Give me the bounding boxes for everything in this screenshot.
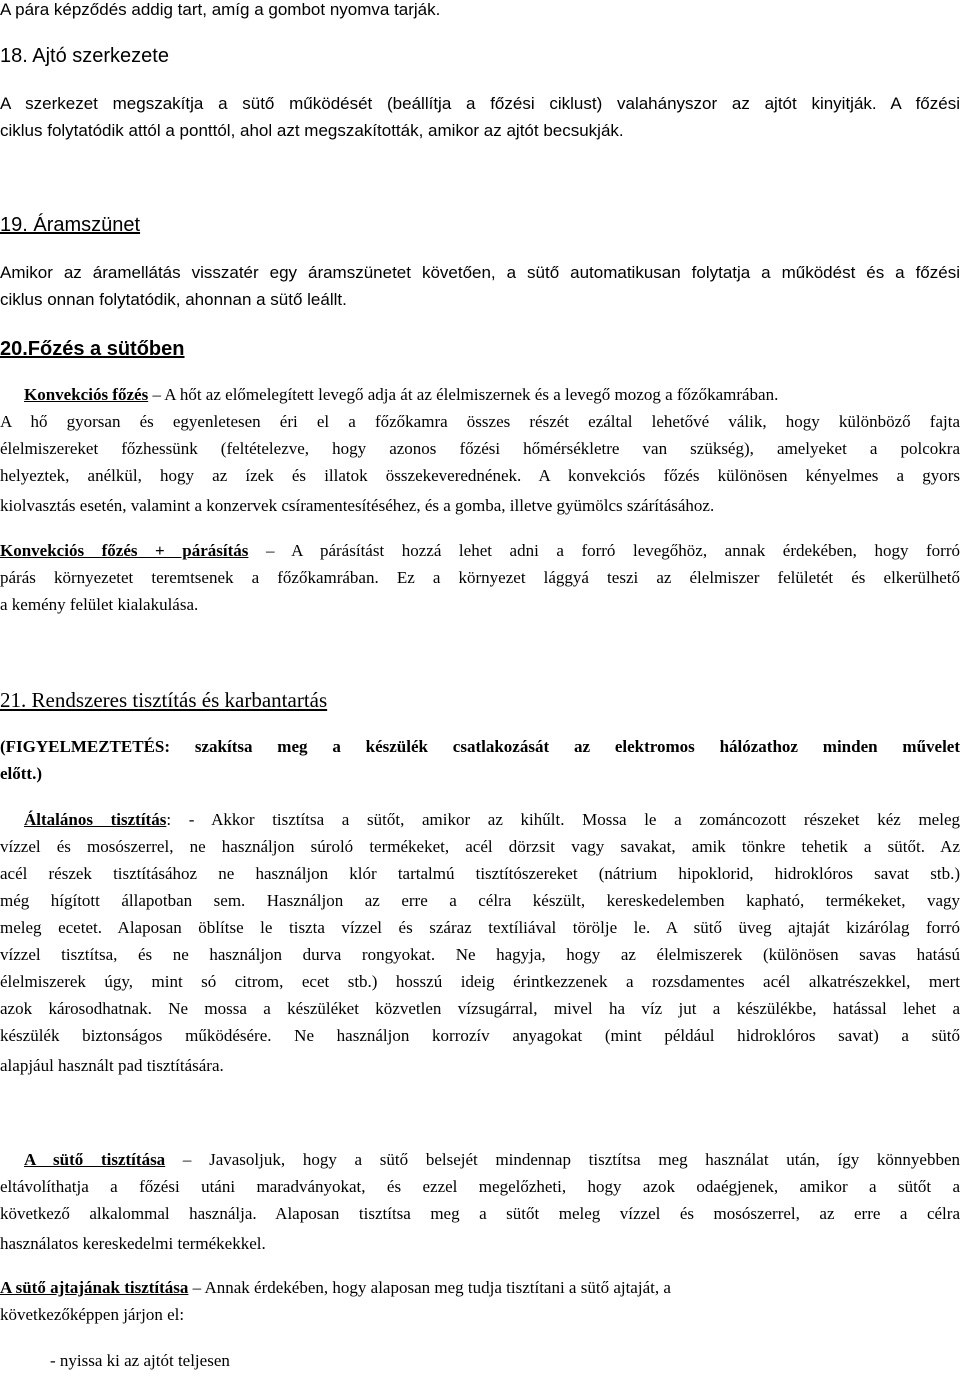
convection-line-4: helyeztek, anélkül, hogy az ízek és illatok összekeverednének. A konvekciós főzés különösen kényelmes a gyors	[0, 466, 960, 485]
general-cleaning-line-6: vízzel tisztítsa, és ne használjon durva rongyokat. Ne hagyja, hogy az élelmiszerek (különösen savas hatású	[0, 945, 960, 964]
general-cleaning-line-1: Általános tisztítás: - Akkor tisztítsa a sütőt, amikor az kihűlt. Mossa le a zománcozott részeket kéz meleg	[24, 810, 960, 829]
general-cleaning-line-5: meleg ecetet. Alaposan öblítse le tiszta vízzel és száraz textíliával törölje le. A sütő üveg ajtaját kizárólag forró	[0, 918, 960, 937]
oven-cleaning-term: A sütő tisztítása	[24, 1150, 166, 1169]
humid-term: Konvekciós főzés + párásítás	[0, 541, 249, 560]
convection-paragraph-line-1: Konvekciós főzés – A hőt az előmelegített levegő adja át az élelmiszernek és a levegő mozog a főzőkamrában.	[24, 385, 779, 404]
section-20-heading: 20.Főzés a sütőben	[0, 338, 185, 360]
oven-cleaning-line-4: használatos kereskedelmi termékekkel.	[0, 1234, 266, 1253]
humid-line-2: párás környezetet teremtsenek a főzőkamrában. Ez a környezet lággyá teszi az élelmiszer felületét és elkerülhető	[0, 568, 960, 587]
general-cleaning-term: Általános tisztítás	[24, 810, 167, 829]
section-18-heading: 18. Ajtó szerkezete	[0, 45, 169, 67]
warning-line-1: (FIGYELMEZTETÉS: szakítsa meg a készülék csatlakozását az elektromos hálózathoz minden művelet	[0, 737, 960, 756]
door-cleaning-bullet: - nyissa ki az ajtót teljesen	[50, 1351, 230, 1370]
door-cleaning-line-1: A sütő ajtajának tisztítása – Annak érdekében, hogy alaposan meg tudja tisztítani a sütő ajtaját, a	[0, 1278, 671, 1297]
general-cleaning-line-3: acél részek tisztításához ne használjon klór tartalmú tisztítószereket (nátrium hipoklorid, hidroklóros savat stb.)	[0, 864, 960, 883]
humid-line-3: a kemény felület kialakulása.	[0, 595, 199, 614]
oven-cleaning-line-1: A sütő tisztítása – Javasoljuk, hogy a sütő belsejét mindennap tisztítsa meg használat után, így könnyebben	[24, 1150, 960, 1169]
convection-line-3: élelmiszereket főzhessünk (feltételezve, hogy azonos főzési hőmérsékletre van szükség), amelyeket a polcokra	[0, 439, 960, 458]
oven-cleaning-line-2: eltávolíthatja a főzési utáni maradványokat, és ezzel megelőzheti, hogy azok odaégjenek, amikor a sütőt a	[0, 1177, 960, 1196]
general-cleaning-line-10: alapjául használt pad tisztítására.	[0, 1056, 224, 1075]
general-cleaning-line-4: még hígított állapotban sem. Használjon az erre a célra készült, kereskedelemben kapható, termékeket, vagy	[0, 891, 960, 910]
section-19-heading: 19. Áramszünet	[0, 214, 141, 236]
section-19-line-2: ciklus onnan folytatódik, ahonnan a sütő leállt.	[0, 290, 347, 309]
section-18-line-2: ciklus folytatódik attól a ponttól, ahol azt megszakították, amikor az ajtót becsukják.	[0, 121, 624, 140]
section-17-tail: A pára képződés addig tart, amíg a gombot nyomva tarják.	[0, 0, 441, 19]
general-cleaning-line-2: vízzel és mosószerrel, ne használjon súroló termékeket, acél dörzsit vagy savakat, amik tönkre tehetik a sütőt. Az	[0, 837, 960, 856]
general-cleaning-line-8: azok károsodhatnak. Ne mossa a készüléket közvetlen vízsugárral, mivel ha víz jut a készülékbe, hatással lehet a	[0, 999, 960, 1018]
humid-paragraph-line-1: Konvekciós főzés + párásítás – A párásítást hozzá lehet adni a forró levegőhöz, annak érdekében, hogy forró	[0, 541, 960, 560]
convection-line-2: A hő gyorsan és egyenletesen éri el a főzőkamra összes részét ezáltal lehetővé válik, hogy különböző fajta	[0, 412, 960, 431]
door-cleaning-term: A sütő ajtajának tisztítása	[0, 1278, 189, 1297]
section-18-line-1: A szerkezet megszakítja a sütő működését (beállítja a főzési ciklust) valahányszor az ajtót kinyitják. A főzési	[0, 94, 960, 113]
section-19-line-1: Amikor az áramellátás visszatér egy áramszünetet követően, a sütő automatikusan folytatja a működést és a főzési	[0, 263, 960, 282]
convection-line-5: kiolvasztás esetén, valamint a konzervek csíramentesítéséhez, és a gomba, illetve gyümölcs szárításához.	[0, 496, 715, 515]
warning-line-2: előtt.)	[0, 764, 43, 783]
oven-cleaning-line-3: következő alkalommal használja. Alaposan tisztítsa meg a sütőt meleg vízzel és mosószerrel, az erre a célra	[0, 1204, 960, 1223]
door-cleaning-line-2: következőképpen járjon el:	[0, 1305, 185, 1324]
general-cleaning-line-7: élelmiszerek úgy, mint só citrom, ecet stb.) hosszú ideig érintkezzenek a rozsdamentes acél alkatrészekkel, mert	[0, 972, 960, 991]
convection-term: Konvekciós főzés	[24, 385, 149, 404]
general-cleaning-line-9: készülék biztonságos működésére. Ne használjon korrozív anyagokat (mint például hidroklóros savat) a sütő	[0, 1026, 960, 1045]
section-21-heading: 21. Rendszeres tisztítás és karbantartás	[0, 688, 328, 712]
